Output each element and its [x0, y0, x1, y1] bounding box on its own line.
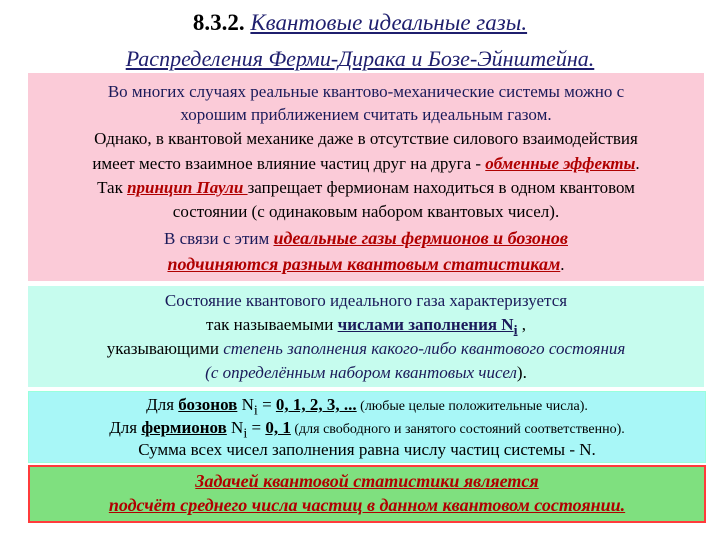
occ-line2-text: так называемыми	[205, 315, 338, 334]
title-line2: Распределения Ферми-Дирака и Бозе-Эйнштейна.	[125, 46, 595, 71]
fermions-n: N	[226, 418, 244, 437]
intro-line8	[28, 253, 704, 276]
fermions-index: i	[243, 425, 248, 442]
occ-line2-end: ,	[517, 315, 527, 334]
degree-term: степень заполнения какого-либо квантового состояния	[223, 339, 626, 358]
fermions-note: (для свободного и занятого состояний соответственно).	[290, 422, 625, 437]
ideal-gases-term: идеальные газы фермионов и бозонов	[273, 228, 568, 248]
sum-line: Сумма всех чисел заполнения равна числу частиц системы - N.	[138, 440, 596, 459]
bosons-n: N	[237, 395, 254, 414]
intro-line4	[28, 153, 704, 175]
pauli-principle-term: принцип Паули	[127, 178, 248, 197]
occ-index: i	[513, 322, 518, 339]
values-box	[28, 391, 706, 463]
occ-line3-text: указывающими	[106, 339, 224, 358]
exchange-effects-term: обменные эффекты	[485, 154, 636, 173]
intro-line5	[28, 177, 704, 199]
intro-line7-text: В связи с этим	[164, 229, 274, 248]
bosons-eq: =	[257, 395, 276, 414]
intro-line8-end: .	[560, 255, 565, 274]
fermions-values: 0, 1	[265, 418, 291, 437]
occ-line3	[28, 338, 704, 360]
occ-line1: Состояние квантового идеального газа характеризуется	[164, 291, 568, 310]
slide-title	[0, 10, 720, 36]
intro-line4-end: .	[635, 154, 640, 173]
fermions-prefix: Для	[109, 418, 142, 437]
intro-line2: хорошим приближением считать идеальным газом.	[180, 105, 552, 124]
task-box	[28, 465, 706, 523]
occ-line4-end: ).	[516, 363, 527, 382]
intro-line4-text: имеет место взаимное влияние частиц друг на друга -	[92, 154, 486, 173]
intro-line6: состоянии (с одинаковым набором квантовых чисел).	[172, 202, 560, 221]
occ-line4-text: (с определённым набором квантовых чисел	[205, 363, 517, 382]
occ-line4	[28, 362, 704, 384]
fermions-term: фермионов	[141, 418, 227, 437]
task-line1: Задачей квантовой статистики является	[195, 471, 539, 491]
intro-line7	[28, 227, 704, 250]
statistics-term: подчиняются разным квантовым статистикам	[167, 254, 561, 274]
section-number: 8.3.2.	[192, 10, 245, 35]
task-line2: подсчёт среднего числа частиц в данном квантовом состоянии.	[108, 495, 626, 515]
intro-line5-text: Так	[97, 178, 128, 197]
intro-box	[28, 73, 704, 281]
occupation-box	[28, 286, 704, 387]
fermions-eq: =	[247, 418, 266, 437]
bosons-index: i	[253, 402, 258, 419]
intro-line1: Во многих случаях реальные квантово-механические системы можно с	[107, 82, 625, 101]
title-line1: Квантовые идеальные газы.	[250, 10, 528, 35]
intro-line3: Однако, в квантовой механике даже в отсутствие силового взаимодействия	[94, 129, 638, 148]
bosons-note: (любые целые положительные числа).	[356, 399, 588, 414]
bosons-prefix: Для	[146, 395, 179, 414]
occupation-numbers-term: числами заполнения N	[337, 315, 514, 334]
bosons-values: 0, 1, 2, 3, ...	[275, 395, 357, 414]
intro-line5-rest: запрещает фермионам находиться в одном квантовом	[247, 178, 635, 197]
bosons-term: бозонов	[178, 395, 238, 414]
